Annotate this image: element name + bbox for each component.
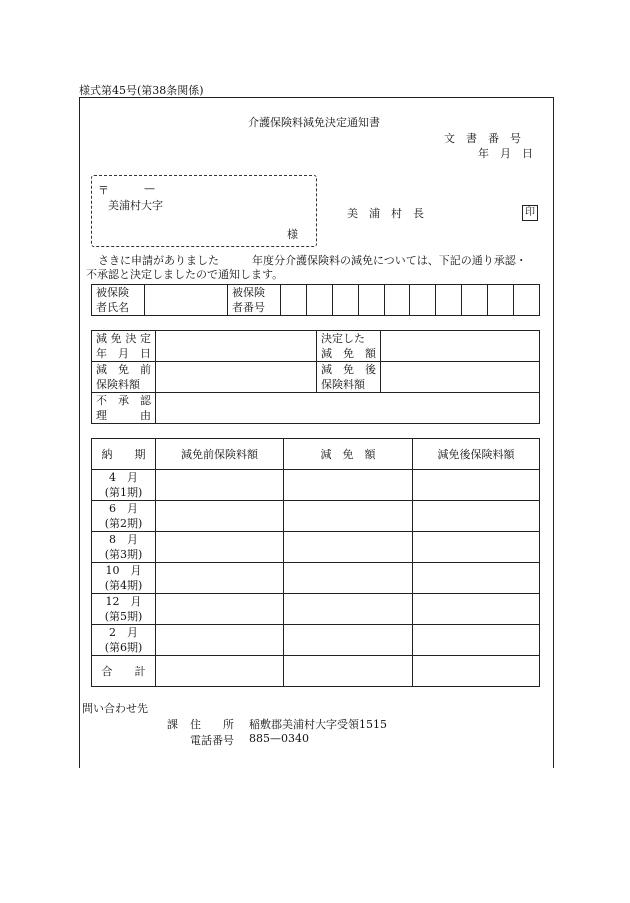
doc-number-label: 文 書 番 号 [444, 132, 521, 145]
decision-amount-cell[interactable] [381, 331, 540, 362]
insured-number-digit[interactable] [384, 285, 410, 316]
reduction-cell[interactable] [284, 563, 413, 594]
contact-phone-label: 電話番号 [190, 734, 234, 747]
after-cell[interactable] [413, 532, 540, 563]
honorific: 様 [287, 228, 298, 241]
period-cell: 12 月 (第5期) [92, 594, 156, 625]
document-title: 介護保険料減免決定通知書 [248, 116, 380, 129]
contact-address-label: 住 所 [190, 718, 234, 731]
decision-date-cell[interactable] [156, 331, 317, 362]
seal-mark: 印 [522, 205, 538, 221]
after-cell[interactable] [413, 563, 540, 594]
postal-mark: 〒 [98, 184, 109, 197]
insured-number-digit[interactable] [306, 285, 332, 316]
table-row [92, 532, 540, 563]
reduction-cell[interactable] [284, 532, 413, 563]
table-row [92, 501, 540, 532]
period-cell: 10 月 (第4期) [92, 563, 156, 594]
table-row [92, 594, 540, 625]
before-cell[interactable] [156, 563, 284, 594]
after-cell[interactable] [413, 501, 540, 532]
payment-table [91, 438, 540, 687]
insured-table [91, 284, 540, 316]
period-cell: 8 月 (第3期) [92, 532, 156, 563]
insured-number-digit[interactable] [488, 285, 514, 316]
table-row [92, 625, 540, 656]
reduction-cell[interactable] [284, 594, 413, 625]
decision-date-label: 減免決定 年 月 日 [92, 331, 156, 362]
insured-number-digit[interactable] [332, 285, 358, 316]
contact-heading: 問い合わせ先 [82, 702, 148, 715]
decision-table [91, 330, 540, 424]
insured-number-digit[interactable] [410, 285, 436, 316]
total-label: 合 計 [92, 656, 156, 687]
address-village: 美浦村大字 [108, 199, 163, 212]
insured-number-digit[interactable] [281, 285, 307, 316]
period-cell: 2 月 (第6期) [92, 625, 156, 656]
reject-reason-cell[interactable] [156, 393, 540, 424]
contact-address-value: 稲敷郡美浦村大字受領1515 [249, 718, 387, 731]
form-number: 様式第45号(第38条関係) [79, 84, 204, 97]
reduction-cell[interactable] [284, 501, 413, 532]
total-row [92, 656, 540, 687]
insured-number-label: 被保険 者番号 [228, 285, 281, 316]
period-cell: 6 月 (第2期) [92, 501, 156, 532]
postal-dash: — [144, 182, 155, 195]
before-cell[interactable] [156, 594, 284, 625]
insured-number-digit[interactable] [514, 285, 540, 316]
insured-number-digit[interactable] [358, 285, 384, 316]
sender-title: 美 浦 村 長 [347, 207, 424, 220]
before-cell[interactable] [156, 470, 284, 501]
decision-amount-label: 決定した 減 免 額 [317, 331, 381, 362]
before-amount-label: 減 免 前 保険料額 [92, 362, 156, 393]
header-period: 納 期 [92, 439, 156, 470]
header-after: 減免後保険料額 [413, 439, 540, 470]
insured-name-cell[interactable] [145, 285, 228, 316]
date-label: 年 月 日 [478, 147, 533, 160]
after-amount-label: 減 免 後 保険料額 [317, 362, 381, 393]
total-before-cell[interactable] [156, 656, 284, 687]
insured-name-label: 被保険 者氏名 [92, 285, 145, 316]
after-cell[interactable] [413, 625, 540, 656]
before-cell[interactable] [156, 625, 284, 656]
reduction-cell[interactable] [284, 470, 413, 501]
contact-dept: 課 [167, 718, 178, 731]
body-text-line-1: さきに申請がありました 年度分介護保険料の減免については、下記の通り承認・ [98, 254, 527, 267]
insured-number-digit[interactable] [436, 285, 462, 316]
before-cell[interactable] [156, 532, 284, 563]
contact-phone-value: 885—0340 [249, 732, 309, 745]
reject-reason-label: 不 承 認 理 由 [92, 393, 156, 424]
header-reduction: 減 免 額 [284, 439, 413, 470]
insured-number-digit[interactable] [462, 285, 488, 316]
before-amount-cell[interactable] [156, 362, 317, 393]
total-reduction-cell[interactable] [284, 656, 413, 687]
table-row [92, 470, 540, 501]
reduction-cell[interactable] [284, 625, 413, 656]
table-row [92, 563, 540, 594]
period-cell: 4 月 (第1期) [92, 470, 156, 501]
header-before: 減免前保険料額 [156, 439, 284, 470]
after-cell[interactable] [413, 470, 540, 501]
body-text-line-2: 不承認と決定しましたので通知します。 [86, 268, 284, 281]
after-cell[interactable] [413, 594, 540, 625]
before-cell[interactable] [156, 501, 284, 532]
after-amount-cell[interactable] [381, 362, 540, 393]
total-after-cell[interactable] [413, 656, 540, 687]
